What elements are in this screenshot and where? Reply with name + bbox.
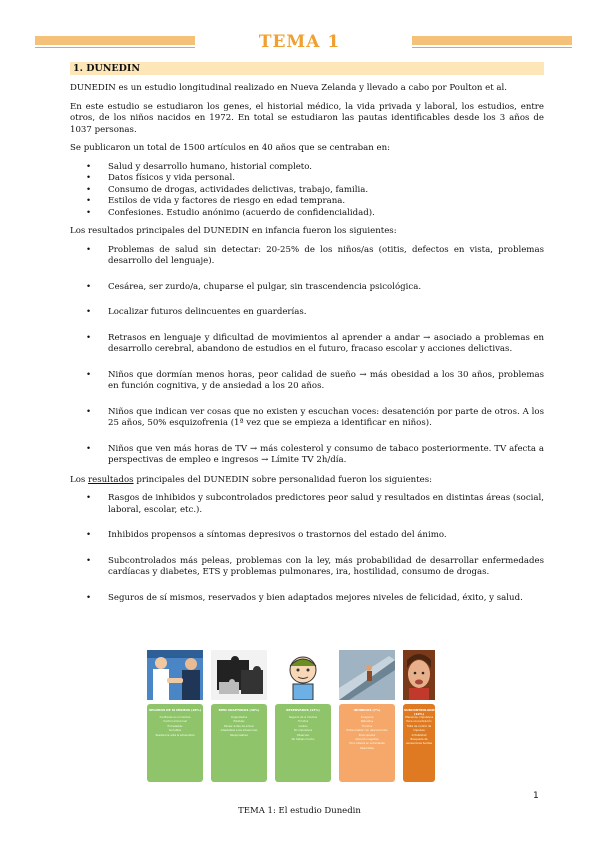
personality-card <box>339 650 395 782</box>
document-body <box>70 83 544 612</box>
personality-types-infographic <box>147 650 435 782</box>
infancy-results-list <box>70 245 544 467</box>
card-lines: Confianza en sí mismos Control emocional Entusiastas Sociables Resiliencia ante la adversidad <box>155 716 195 737</box>
page-number: 1 <box>533 791 539 801</box>
list-item: • Estilos de vida y factores de riesgo en edad temprana. <box>70 196 544 208</box>
escalator-image <box>339 650 395 700</box>
page-footer: TEMA 1: El estudio Dunedin <box>238 806 361 816</box>
paragraph: En este estudio se estudiaron los genes, el historial médico, la vida privada y laboral, los estudios, entre otros, de los niños nacidos en 1972. En total se estudiaron las pautas identificables desde los 3 años de 1037 personas. <box>70 101 544 135</box>
list-item: • Datos físicos y vida personal. <box>70 173 544 185</box>
paragraph: Los resultados principales del DUNEDIN sobre personalidad fueron los siguientes: <box>70 474 433 485</box>
personality-card <box>403 650 435 782</box>
puzzle-image <box>211 650 267 700</box>
list-item: • Subcontrolados más peleas, problemas con la ley, más probabilidad de desarrollar enfermedades cardíacas y diabetes, ETS y problemas pulmonares, ira, hostilidad, consumo de drogas. <box>70 556 544 579</box>
paragraph: Se publicaron un total de 1500 artículos en 40 años que se centraban en: <box>70 143 391 153</box>
card-lines: Seguros de sí mismos Tímidos Cautos No impulsivos Observan No hablan mucho <box>288 716 318 742</box>
document-title: TEMA 1 <box>258 32 341 52</box>
list-item: • Niños que indican ver cosas que no existen y escuchan voces: desatención por parte de otros. A los 25 años, 50% esquizofrenia (1ª vez que se empieza a identificar en niños). <box>70 407 544 430</box>
list-item: • Niños que dormían menos horas, peor calidad de sueño → más obesidad a los 30 años, problemas en función cognitiva, y de ansiedad a los 20 años. <box>70 370 544 393</box>
list-item: • Seguros de sí mismos, reservados y bien adaptados mejores niveles de felicidad, éxito, y salud. <box>70 593 544 605</box>
list-item: • Consumo de drogas, actividades delictivas, trabajo, familia. <box>70 185 544 197</box>
card-caption: BIEN ADAPTADOS (40%) <box>218 708 260 712</box>
personality-card <box>275 650 331 782</box>
card-lines: Ofensivos, impulsivos Poca concentración Falta de control de impulsos Irritabilidad Búsqueda de sensaciones fuertes <box>404 716 434 746</box>
paragraph: DUNEDIN es un estudio longitudinal realizado en Nueva Zelanda y llevado a cabo por Poulton et al. <box>70 83 508 93</box>
list-item: • Retrasos en lenguaje y dificultad de movimientos al aprender a andar → asociado a problemas en desarrollo cerebral, abandono de estudios en el futuro, fracaso escolar y acciones delictivas. <box>70 333 544 356</box>
list-item: • Cesárea, ser zurdo/a, chuparse el pulgar, sin trascendencia psicológica. <box>70 282 544 294</box>
card-lines: Organizados Estables Pensar antes de actuar Adaptables a las situaciones Responsables <box>220 716 258 737</box>
personality-card <box>147 650 203 782</box>
handshake-image <box>147 650 203 700</box>
list-item: • Niños que ven más horas de TV → más colesterol y consumo de tabaco posteriormente. TV afecta a perspectivas de empleo e ingresos → Límite TV 2h/día. <box>70 444 544 467</box>
list-item: • Inhibidos propensos a síntomas depresivos o trastornos del estado del ánimo. <box>70 530 544 542</box>
paragraph: Los resultados principales del DUNEDIN en infancia fueron los siguientes: <box>70 226 397 236</box>
list-item: • Problemas de salud sin detectar: 20-25% de los niños/as (otitis, defectos en vista, problemas desarrollo del lenguaje). <box>70 245 544 268</box>
list-item: • Salud y desarrollo humano, historial completo. <box>70 162 544 174</box>
list-item: • Confesiones. Estudio anónimo (acuerdo de confidencialidad). <box>70 208 544 220</box>
card-lines: Inseguros Retraídos Tímidos Evitan hablar con desconocidos Preocupados Atención negativa Poco interés en actividades Pesimistas <box>346 716 388 750</box>
personality-results-list <box>70 493 544 604</box>
list-item: • Localizar futuros delincuentes en guarderías. <box>70 307 544 319</box>
topics-list <box>70 162 544 220</box>
personality-card <box>211 650 267 782</box>
card-caption: INHIBIDOS (7%) <box>353 708 381 712</box>
section-header-bar <box>70 62 544 75</box>
cartoon-boy-image <box>275 650 331 700</box>
card-caption: SEGUROS DE SÍ MISMOS (28%) <box>149 708 202 712</box>
section-title: 1. DUNEDIN <box>73 63 141 74</box>
card-caption: RESERVADOS (15%) <box>286 708 320 712</box>
crying-child-image <box>403 650 435 700</box>
list-item: • Rasgos de inhibidos y subcontrolados predictores peor salud y resultados en distintas áreas (social, laboral, escolar, etc.). <box>70 493 544 516</box>
card-caption: SUBCONTROLADOS (10%) <box>404 708 437 716</box>
